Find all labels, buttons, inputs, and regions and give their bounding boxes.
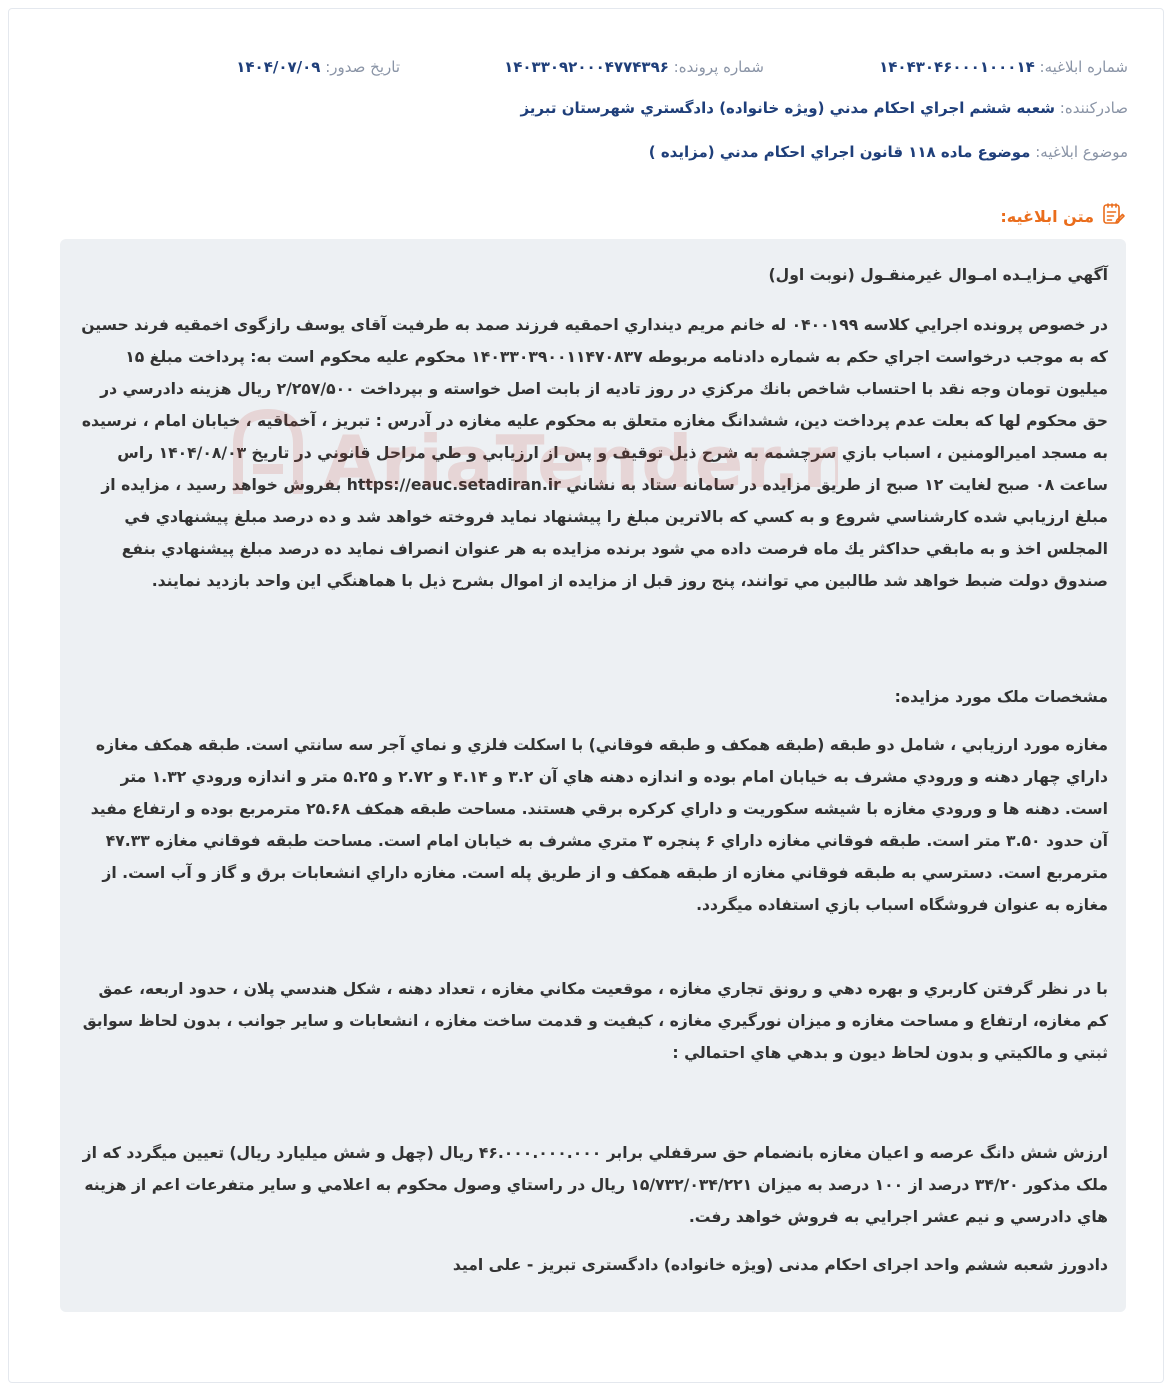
property-spec-text: مغازه مورد ارزيابي ، شامل دو طبقه (طبقه همکف و طبقه فوقاني) با اسکلت فلزي و نماي آجر سه سانتي است. طبقه همکف مغازه داراي چهار دهنه و ورودي مشرف به خيابان امام بوده و اندازه دهنه هاي آن ۳.۲ و ۴.۱۴ و ۲.۷۲ و ۵.۲۵ متر و اندازه ورودي ۱.۳۲ متر است. دهنه ها و ورودي مغازه با شيشه سکوريت و داراي کرکره برقي هستند. مساحت طبقه همکف ۲۵.۶۸ مترمربع بوده و ارتفاع مفيد آن حدود ۳.۵۰ متر است. طبقه فوقاني مغازه داراي ۶ پنجره ۳ متري مشرف به خيابان امام است. مساحت طبقه فوقاني مغازه ۴۷.۳۳ مترمربع است. دسترسي به طبقه فوقاني مغازه از طبقه همکف و از طريق پله است. مغازه داراي انشعابات برق و گاز و آب است. از مغازه به عنوان فروشگاه اسباب بازي استفاده ميگردد. bbox=[90, 736, 1108, 914]
issue-date-label: تاريخ صدور: bbox=[325, 58, 400, 76]
valuation-conditions: با در نظر گرفتن کاربري و بهره دهي و رونق تجاري مغازه ، موقعيت مکاني مغازه ، تعداد دهنه ، شکل هندسي پلان ، حدود اربعه، عمق کم مغازه، ارتفاع و مساحت مغازه و ميزان نورگيري مغازه ، کيفيت و قدمت ساخت مغازه ، انشعابات و ساير جوانب ، بدون لحاظ سوابق ثبتي و مالکيتي و بدون لحاظ ديون و بدهي هاي احتمالي : bbox=[82, 980, 1108, 1062]
notice-text-title: متن ابلاغيه: bbox=[1000, 206, 1094, 226]
notice-number-label: شماره ابلاغيه: bbox=[1039, 58, 1128, 76]
issue-date bbox=[236, 58, 400, 76]
case-number bbox=[504, 58, 764, 76]
officer-signature: دادورز شعبه ششم واحد اجرای احکام مدنی (ويژه خانواده) دادگستری تبريز - علی اميد bbox=[452, 1256, 1108, 1274]
subject-row bbox=[46, 143, 1128, 161]
document-text-icon bbox=[1100, 201, 1126, 231]
notice-meta-row bbox=[46, 58, 1128, 80]
issuer-row bbox=[46, 99, 1128, 117]
case-number-value: ۱۴۰۳۳۰۹۲۰۰۰۴۷۷۴۳۹۶ bbox=[504, 58, 669, 76]
notice-number-value: ۱۴۰۴۳۰۴۶۰۰۰۱۰۰۰۱۴ bbox=[879, 58, 1035, 76]
issue-date-value: ۱۴۰۴/۰۷/۰۹ bbox=[236, 58, 321, 76]
case-number-label: شماره پرونده: bbox=[673, 58, 764, 76]
property-spec-title: مشخصات ملک مورد مزايده: bbox=[894, 688, 1108, 706]
notice-number bbox=[879, 58, 1128, 76]
valuation-amount: ارزش شش دانگ عرصه و اعيان مغازه بانضمام حق سرقفلي برابر ۴۶.۰۰۰.۰۰۰.۰۰۰ ريال (چهل و شش ميليارد ريال) تعيين ميگردد که از ملک مذکور ۳۴/۲۰ درصد از ۱۰۰ درصد به ميزان ۱۵/۷۳۲/۰۳۴/۲۲۱ ريال در راستاي وصول محکوم به اعلامي و ساير متفرعات اعم از هزينه هاي دادرسي و نيم عشر اجرايي به فروش خواهد رفت. bbox=[82, 1144, 1108, 1226]
auction-paragraph-main: در خصوص پرونده اجرايي کلاسه ۰۴۰۰۱۹۹ له خانم مريم دينداري احمقيه فرزند صمد به طرفيت آقای يوسف رازگوی اخمقيه فرند حسين که به موجب درخواست اجراي حکم به شماره دادنامه مربوطه ۱۴۰۳۳۰۳۹۰۰۱۱۴۷۰۸۳۷ محکوم عليه محکوم است به: پرداخت مبلغ ۱۵ ميليون تومان وجه نقد با احتساب شاخص بانك مرکزي در روز تاديه از بابت اصل خواسته و بپرداخت ۲/۲۵۷/۵۰۰ ريال هزينه دادرسي در حق محکوم لها که بعلت عدم پرداخت دين، ششدانگ مغازه متعلق به محکوم عليه مغازه در آدرس : تبريز ، آخماقيه ، خيابان امام ، نرسيده به مسجد اميرالومنين ، اسباب بازي سرچشمه به شرح ذيل توقيف و پس از ارزيابي و طي مراحل قانوني در تاريخ ۱۴۰۴/۰۸/۰۳ راس ساعت ۰۸ صبح لغايت ۱۲ صبح از طريق مزايده در سامانه ستاد به نشاني https://eauc.setadiran.ir بفروش خواهد رسيد ، مزايده از مبلغ ارزيابي شده کارشناسي شروع و به کسي که بالاترين مبلغ را پيشنهاد نمايد فروخته خواهد شد و ده درصد مبلغ پيشنهادي في المجلس اخذ و به مابقي حداکثر يك ماه فرصت داده مي شود برنده مزايده به هر عنوان انصراف نمايد ده درصد مبلغ پيشنهادي بنفع صندوق دولت ضبط خواهد شد طالبين مي توانند، پنج روز قبل از مزايده از اموال بشرح ذيل با هماهنگي اين واحد بازديد نمايند. bbox=[81, 316, 1108, 590]
notice-body bbox=[60, 239, 1126, 1312]
auction-title: آگهي مـزايـده امـوال غيرمنقـول (نوبت اول) bbox=[768, 266, 1108, 284]
subject-value: موضوع ماده ۱۱۸ قانون اجراي احکام مدني (مزايده ) bbox=[648, 143, 1031, 161]
svg-text:AriaTender.net: AriaTender.n bbox=[323, 420, 838, 504]
issuer-value: شعبه ششم اجراي احکام مدني (ويژه خانواده) دادگستري شهرستان تبريز bbox=[520, 99, 1055, 117]
notice-text-heading bbox=[1000, 201, 1126, 231]
issuer-label: صادرکننده: bbox=[1059, 99, 1128, 117]
subject-label: موضوع ابلاغيه: bbox=[1035, 143, 1128, 161]
